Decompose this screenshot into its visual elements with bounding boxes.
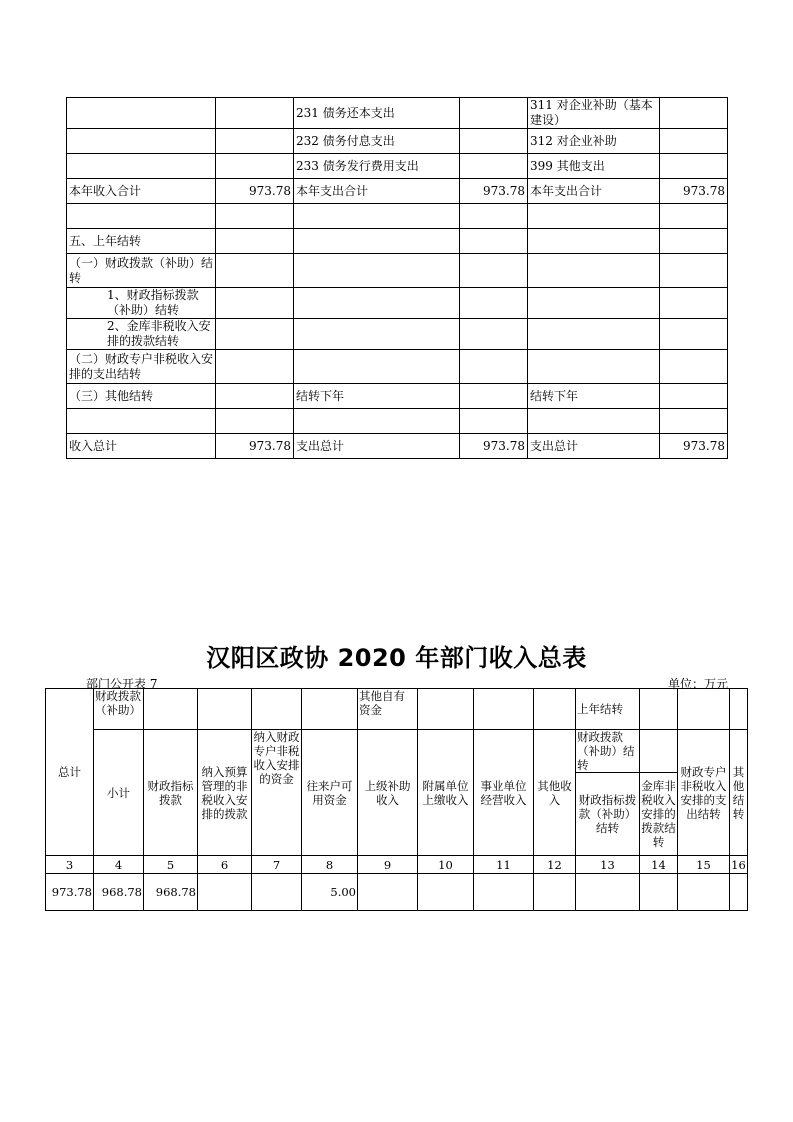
data-cell bbox=[576, 874, 640, 911]
cell-b bbox=[216, 384, 294, 409]
data-cell bbox=[198, 874, 252, 911]
cell-e: 支出总计 bbox=[528, 434, 660, 459]
cell-b bbox=[216, 129, 294, 154]
header-empty bbox=[640, 730, 678, 773]
header-total: 总计 bbox=[46, 689, 94, 856]
cell-f: 973.78 bbox=[660, 434, 728, 459]
cell-c bbox=[294, 319, 460, 350]
header-czbk-group: 财政拨款（补助） bbox=[94, 689, 144, 730]
cell-d bbox=[460, 384, 528, 409]
col-number: 12 bbox=[534, 856, 576, 874]
cell-e: 本年支出合计 bbox=[528, 179, 660, 204]
cell-c: 232 债务付息支出 bbox=[294, 129, 460, 154]
col-number: 16 bbox=[731, 857, 746, 872]
col-number: 15 bbox=[678, 856, 730, 874]
cell-e bbox=[528, 350, 660, 384]
data-cell bbox=[418, 874, 474, 911]
unit-label: 单位：万元 bbox=[667, 677, 728, 691]
col-number: 3 bbox=[46, 856, 94, 874]
col-number: 5 bbox=[144, 856, 198, 874]
data-cell: 968.78 bbox=[144, 874, 198, 911]
header-empty bbox=[678, 689, 730, 730]
col-number: 13 bbox=[576, 856, 640, 874]
cell-d bbox=[460, 319, 528, 350]
col-number: 10 bbox=[418, 856, 474, 874]
col-number: 9 bbox=[358, 856, 418, 874]
header-empty bbox=[418, 689, 474, 730]
cell-f bbox=[660, 384, 728, 409]
cell-d: 973.78 bbox=[460, 434, 528, 459]
header-sjbz: 上级补助收入 bbox=[358, 730, 418, 856]
cell-e: 399 其他支出 bbox=[528, 154, 660, 179]
header-prev-carry-group: 上年结转 bbox=[576, 689, 640, 730]
col-number: 11 bbox=[474, 856, 534, 874]
cell-b bbox=[216, 288, 294, 319]
header-empty bbox=[534, 689, 576, 730]
cell-b bbox=[216, 409, 294, 434]
col-number: 14 bbox=[640, 856, 678, 874]
upper-row bbox=[67, 229, 728, 254]
cell-c: 231 债务还本支出 bbox=[294, 98, 460, 129]
header-empty bbox=[730, 689, 748, 730]
data-cell: 5.00 bbox=[302, 874, 358, 911]
cell-c: 结转下年 bbox=[294, 384, 460, 409]
cell-d bbox=[460, 288, 528, 319]
upper-row bbox=[67, 179, 728, 204]
header-wlhk: 往来户可用资金 bbox=[302, 730, 358, 856]
cell-a bbox=[67, 154, 216, 179]
cell-a bbox=[67, 409, 216, 434]
cell-c bbox=[294, 409, 460, 434]
cell-d bbox=[460, 254, 528, 288]
cell-d bbox=[460, 154, 528, 179]
data-cell bbox=[678, 874, 730, 911]
cell-f bbox=[660, 350, 728, 384]
cell-f bbox=[660, 229, 728, 254]
upper-row bbox=[67, 204, 728, 229]
cell-a: （三）其他结转 bbox=[67, 384, 216, 409]
upper-row bbox=[67, 129, 728, 154]
data-cell bbox=[640, 874, 678, 911]
cell-e: 312 对企业补助 bbox=[528, 129, 660, 154]
upper-row bbox=[67, 350, 728, 384]
data-cell: 973.78 bbox=[46, 874, 94, 911]
col-number: 7 bbox=[252, 856, 302, 874]
cell-c bbox=[294, 288, 460, 319]
header-empty bbox=[198, 689, 252, 730]
data-cell bbox=[358, 874, 418, 911]
header-subtotal: 小计 bbox=[94, 730, 144, 856]
cell-b bbox=[216, 254, 294, 288]
cell-b: 973.78 bbox=[216, 179, 294, 204]
header-empty bbox=[252, 689, 302, 730]
col-number: 8 bbox=[302, 856, 358, 874]
col-number: 4 bbox=[94, 856, 144, 874]
cell-b bbox=[216, 229, 294, 254]
cell-f bbox=[660, 154, 728, 179]
cell-a: （一）财政拨款（补助）结转 bbox=[67, 254, 216, 288]
cell-f bbox=[660, 129, 728, 154]
cell-d bbox=[460, 229, 528, 254]
data-cell bbox=[534, 874, 576, 911]
data-cell bbox=[252, 874, 302, 911]
cell-f bbox=[660, 98, 728, 129]
cell-b bbox=[216, 350, 294, 384]
cell-e bbox=[528, 229, 660, 254]
cell-e bbox=[528, 254, 660, 288]
cell-f bbox=[660, 319, 728, 350]
data-cell: 968.78 bbox=[94, 874, 144, 911]
header-empty bbox=[640, 689, 678, 730]
cell-d bbox=[460, 98, 528, 129]
page-title: 汉阳区政协 2020 年部门收入总表 bbox=[206, 644, 587, 672]
cell-a: 收入总计 bbox=[67, 434, 216, 459]
cell-c bbox=[294, 229, 460, 254]
cell-f bbox=[660, 409, 728, 434]
cell-a bbox=[67, 98, 216, 129]
upper-row bbox=[67, 384, 728, 409]
cell-c: 233 债务发行费用支出 bbox=[294, 154, 460, 179]
header-empty bbox=[474, 689, 534, 730]
income-summary-table bbox=[45, 688, 748, 911]
cell-a: （二）财政专户非税收入安排的支出结转 bbox=[67, 350, 216, 384]
cell-d bbox=[460, 409, 528, 434]
cell-a: 2、金库非税收入安排的拨款结转 bbox=[67, 319, 216, 350]
cell-a bbox=[67, 129, 216, 154]
cell-e bbox=[528, 204, 660, 229]
header-nrcz: 纳入财政专户非税收入安排的资金 bbox=[252, 730, 302, 856]
upper-row bbox=[67, 288, 728, 319]
header-other-carry: 其他结转 bbox=[730, 730, 748, 856]
header-qtsr: 其他收入 bbox=[534, 730, 576, 856]
header-nrys: 纳入预算管理的非税收入安排的拨款 bbox=[198, 730, 252, 856]
cell-f bbox=[660, 254, 728, 288]
cell-f bbox=[660, 288, 728, 319]
header-empty bbox=[302, 689, 358, 730]
header-other-self-group: 其他自有资金 bbox=[358, 689, 418, 730]
cell-c bbox=[294, 350, 460, 384]
cell-b bbox=[216, 319, 294, 350]
cell-e bbox=[528, 319, 660, 350]
cell-c bbox=[294, 254, 460, 288]
upper-row bbox=[67, 154, 728, 179]
cell-e: 311 对企业补助（基本建设） bbox=[528, 98, 660, 129]
cell-a: 1、财政指标拨款（补助）结转 bbox=[67, 288, 216, 319]
header-empty bbox=[144, 689, 198, 730]
cell-d: 973.78 bbox=[460, 179, 528, 204]
cell-c bbox=[294, 204, 460, 229]
cell-d bbox=[460, 350, 528, 384]
cell-e bbox=[528, 288, 660, 319]
cell-a bbox=[67, 204, 216, 229]
cell-a: 本年收入合计 bbox=[67, 179, 216, 204]
upper-row bbox=[67, 98, 728, 129]
header-czzb-carry: 财政指标拨款（补助）结转 bbox=[576, 773, 640, 856]
cell-b bbox=[216, 204, 294, 229]
header-czzh-carry: 财政专户非税收入安排的支出结转 bbox=[678, 730, 730, 856]
col-number: 6 bbox=[198, 856, 252, 874]
cell-b bbox=[216, 98, 294, 129]
upper-table bbox=[66, 97, 728, 459]
header-sydw: 事业单位经营收入 bbox=[474, 730, 534, 856]
upper-row bbox=[67, 434, 728, 459]
header-czbk-carry: 财政拨款（补助）结转 bbox=[576, 730, 640, 773]
cell-f: 973.78 bbox=[660, 179, 728, 204]
cell-e bbox=[528, 409, 660, 434]
cell-d bbox=[460, 129, 528, 154]
cell-c: 本年支出合计 bbox=[294, 179, 460, 204]
header-czzb: 财政指标拨款 bbox=[144, 730, 198, 856]
upper-row bbox=[67, 254, 728, 288]
cell-c: 支出总计 bbox=[294, 434, 460, 459]
upper-row bbox=[67, 319, 728, 350]
cell-a: 五、上年结转 bbox=[67, 229, 216, 254]
header-jkfs-carry: 金库非税收入安排的拨款结转 bbox=[640, 773, 678, 856]
data-cell bbox=[730, 874, 748, 911]
cell-d bbox=[460, 204, 528, 229]
upper-row bbox=[67, 409, 728, 434]
table-code: 部门公开表 7 bbox=[86, 677, 158, 691]
cell-f bbox=[660, 204, 728, 229]
cell-b: 973.78 bbox=[216, 434, 294, 459]
cell-e: 结转下年 bbox=[528, 384, 660, 409]
header-fsdw: 附属单位上缴收入 bbox=[418, 730, 474, 856]
cell-b bbox=[216, 154, 294, 179]
data-cell bbox=[474, 874, 534, 911]
